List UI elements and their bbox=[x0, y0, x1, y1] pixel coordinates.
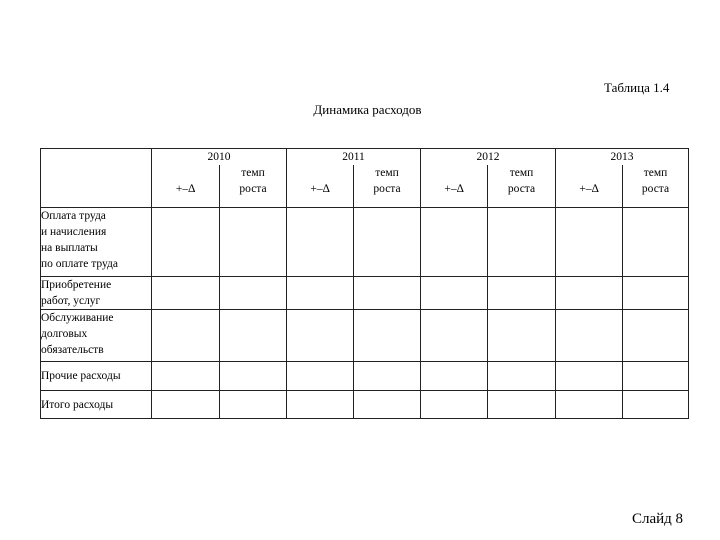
slide-number: Слайд 8 bbox=[632, 511, 684, 527]
value-cell[interactable] bbox=[287, 208, 354, 277]
growth-rate-header: темп роста bbox=[354, 165, 421, 208]
year-header-2012: 2012 bbox=[421, 149, 556, 166]
value-cell[interactable] bbox=[152, 208, 220, 277]
year-header-2013: 2013 bbox=[556, 149, 689, 166]
delta-header: +–∆ bbox=[287, 165, 354, 208]
delta-header: +–∆ bbox=[152, 165, 220, 208]
growth-rate-header: темп роста bbox=[623, 165, 689, 208]
year-header-2010: 2010 bbox=[152, 149, 287, 166]
table-row bbox=[41, 277, 689, 310]
value-cell[interactable] bbox=[152, 391, 220, 419]
value-cell[interactable] bbox=[421, 362, 488, 391]
value-cell[interactable] bbox=[623, 208, 689, 277]
value-cell[interactable] bbox=[623, 310, 689, 362]
row-label-other: Прочие расходы bbox=[41, 362, 152, 391]
value-cell[interactable] bbox=[220, 310, 287, 362]
value-cell[interactable] bbox=[623, 362, 689, 391]
value-cell[interactable] bbox=[152, 277, 220, 310]
value-cell[interactable] bbox=[556, 277, 623, 310]
value-cell[interactable] bbox=[287, 310, 354, 362]
value-cell[interactable] bbox=[287, 277, 354, 310]
value-cell[interactable] bbox=[488, 391, 556, 419]
value-cell[interactable] bbox=[421, 277, 488, 310]
row-label-labor: Оплата труда и начисления на выплаты по оплате труда bbox=[41, 208, 152, 277]
value-cell[interactable] bbox=[556, 362, 623, 391]
value-cell[interactable] bbox=[421, 391, 488, 419]
year-header-row bbox=[41, 149, 689, 166]
year-header-2011: 2011 bbox=[287, 149, 421, 166]
value-cell[interactable] bbox=[354, 208, 421, 277]
growth-rate-header: темп роста bbox=[220, 165, 287, 208]
row-label-total: Итого расходы bbox=[41, 391, 152, 419]
value-cell[interactable] bbox=[287, 391, 354, 419]
value-cell[interactable] bbox=[623, 391, 689, 419]
value-cell[interactable] bbox=[152, 362, 220, 391]
value-cell[interactable] bbox=[354, 310, 421, 362]
value-cell[interactable] bbox=[488, 208, 556, 277]
growth-rate-header: темп роста bbox=[488, 165, 556, 208]
table-label: Таблица 1.4 bbox=[604, 80, 670, 95]
value-cell[interactable] bbox=[354, 362, 421, 391]
table-row bbox=[41, 310, 689, 362]
delta-header: +–∆ bbox=[556, 165, 623, 208]
value-cell[interactable] bbox=[152, 310, 220, 362]
table-row bbox=[41, 391, 689, 419]
value-cell[interactable] bbox=[421, 310, 488, 362]
value-cell[interactable] bbox=[488, 310, 556, 362]
value-cell[interactable] bbox=[354, 391, 421, 419]
value-cell[interactable] bbox=[220, 362, 287, 391]
delta-header: +–∆ bbox=[421, 165, 488, 208]
value-cell[interactable] bbox=[556, 208, 623, 277]
value-cell[interactable] bbox=[623, 277, 689, 310]
row-label-purchases: Приобретение работ, услуг bbox=[41, 277, 152, 310]
value-cell[interactable] bbox=[220, 391, 287, 419]
value-cell[interactable] bbox=[354, 277, 421, 310]
table-row bbox=[41, 208, 689, 277]
value-cell[interactable] bbox=[556, 391, 623, 419]
value-cell[interactable] bbox=[556, 310, 623, 362]
table-title: Динамика расходов bbox=[313, 102, 422, 117]
expenses-table bbox=[40, 148, 689, 419]
value-cell[interactable] bbox=[287, 362, 354, 391]
header-corner-cell bbox=[41, 149, 152, 208]
value-cell[interactable] bbox=[488, 277, 556, 310]
table-row bbox=[41, 362, 689, 391]
value-cell[interactable] bbox=[220, 277, 287, 310]
value-cell[interactable] bbox=[421, 208, 488, 277]
row-label-debt-service: Обслуживание долговых обязательств bbox=[41, 310, 152, 362]
value-cell[interactable] bbox=[488, 362, 556, 391]
value-cell[interactable] bbox=[220, 208, 287, 277]
